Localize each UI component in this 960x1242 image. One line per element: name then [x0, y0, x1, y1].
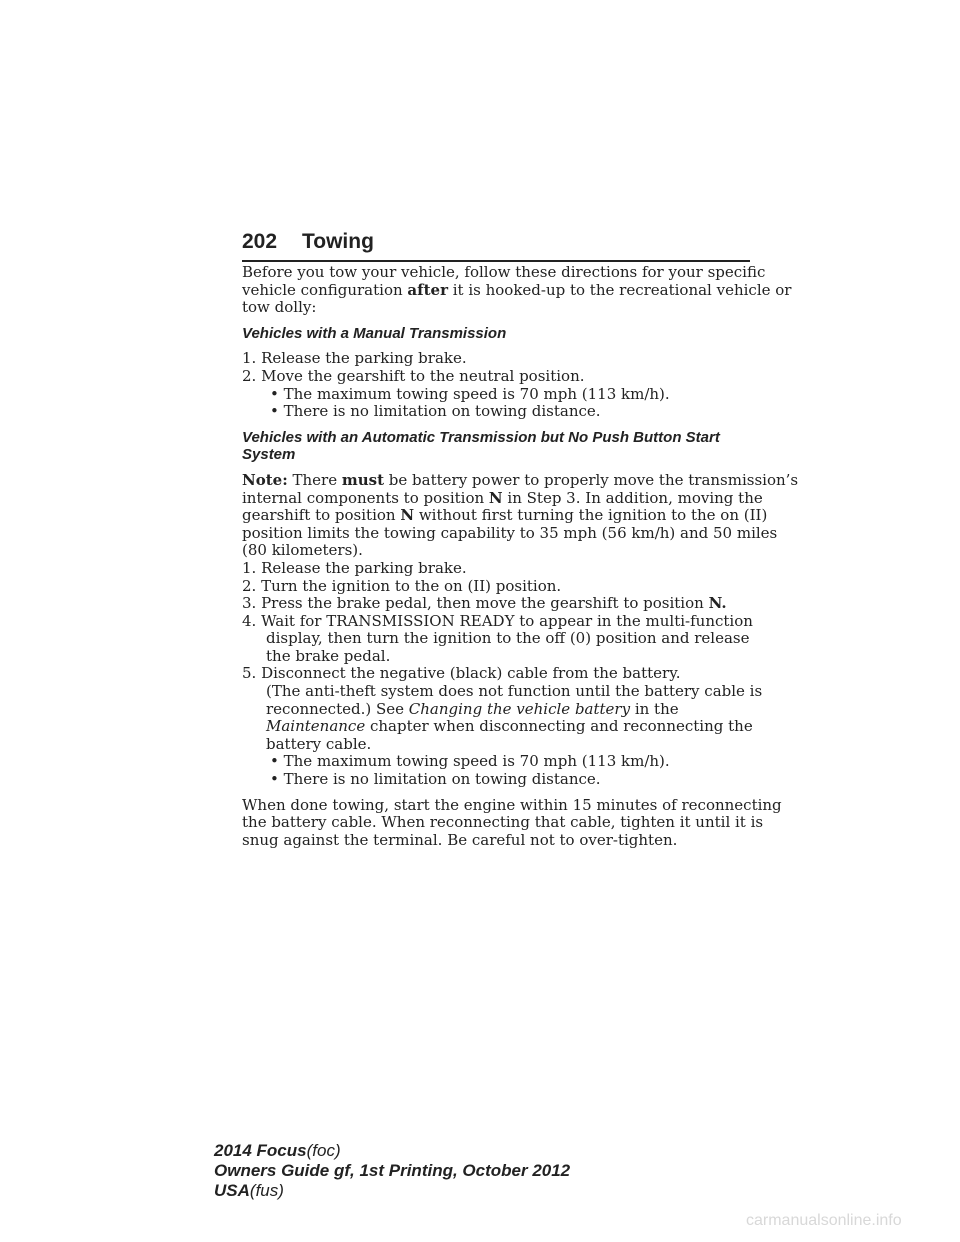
intro-line: tow dolly:	[242, 298, 317, 317]
step-continuation: battery cable.	[266, 734, 372, 753]
note-line: (80 kilometers).	[242, 541, 363, 560]
bullet-icon: •	[270, 752, 279, 771]
step: 2. Turn the ignition to the on (II) position.	[242, 576, 562, 595]
bullet-icon: •	[270, 402, 279, 421]
bullet-item: • The maximum towing speed is 70 mph (113 km/h).	[270, 384, 670, 403]
watermark: carmanualsonline.info	[746, 1212, 902, 1229]
bullet-item: • The maximum towing speed is 70 mph (113 km/h).	[270, 752, 670, 771]
footer-market: USA(fus)	[214, 1181, 284, 1200]
after-emphasis: after	[407, 280, 448, 299]
step-continuation: reconnected.) See Changing the vehicle battery in the	[266, 699, 679, 718]
step-continuation: the brake pedal.	[266, 646, 391, 665]
note-label: Note:	[242, 470, 288, 489]
step: 5. Disconnect the negative (black) cable from the battery.	[242, 664, 681, 683]
closing-line: snug against the terminal. Be careful not to over-tighten.	[242, 830, 678, 849]
footer-model: 2014 Focus(foc)	[214, 1141, 341, 1160]
section-heading-automatic: System	[242, 446, 296, 464]
page-title: Towing	[302, 230, 374, 253]
step: 3. Press the brake pedal, then move the gearshift to position N.	[242, 594, 727, 613]
bullet-icon: •	[270, 770, 279, 789]
page-body	[242, 263, 799, 849]
page-number: 202	[242, 230, 278, 253]
section-heading-automatic: Vehicles with an Automatic Transmission but No Push Button Start	[242, 428, 720, 446]
note-line: internal components to position N in Step 3. In addition, moving the	[242, 488, 763, 507]
step: 2. Move the gearshift to the neutral position.	[242, 366, 585, 385]
header-rule	[242, 260, 750, 262]
note-line: Note: There must be battery power to properly move the transmission’s	[242, 470, 799, 489]
cross-reference: Changing the vehicle battery	[408, 699, 631, 718]
closing-line: the battery cable. When reconnecting that cable, tighten it until it is	[242, 813, 764, 832]
bullet-item: • There is no limitation on towing distance.	[270, 770, 601, 789]
section-heading-manual: Vehicles with a Manual Transmission	[242, 324, 507, 342]
footer-guide: Owners Guide gf, 1st Printing, October 2012	[214, 1161, 571, 1180]
step: 1. Release the parking brake.	[242, 558, 467, 577]
bullet-item: • There is no limitation on towing distance.	[270, 402, 601, 421]
step: 1. Release the parking brake.	[242, 349, 467, 368]
note-line: gearshift to position N without first turning the ignition to the on (II)	[242, 506, 768, 525]
step: 4. Wait for TRANSMISSION READY to appear in the multi-function	[242, 611, 753, 630]
note-line: position limits the towing capability to 35 mph (56 km/h) and 50 miles	[242, 523, 778, 542]
cross-reference: Maintenance	[266, 717, 366, 736]
bullet-icon: •	[270, 384, 279, 403]
intro-line: Before you tow your vehicle, follow these directions for your specific	[242, 263, 766, 281]
step-continuation: (The anti-theft system does not function until the battery cable is	[266, 682, 763, 701]
closing-line: When done towing, start the engine within 15 minutes of reconnecting	[242, 795, 782, 814]
step-continuation: display, then turn the ignition to the off (0) position and release	[266, 629, 750, 648]
print-footer	[214, 1141, 570, 1201]
intro-line: vehicle configuration after it is hooked-up to the recreational vehicle or	[242, 280, 792, 299]
step-continuation: Maintenance chapter when disconnecting and reconnecting the	[266, 717, 753, 736]
page-header	[242, 230, 750, 262]
